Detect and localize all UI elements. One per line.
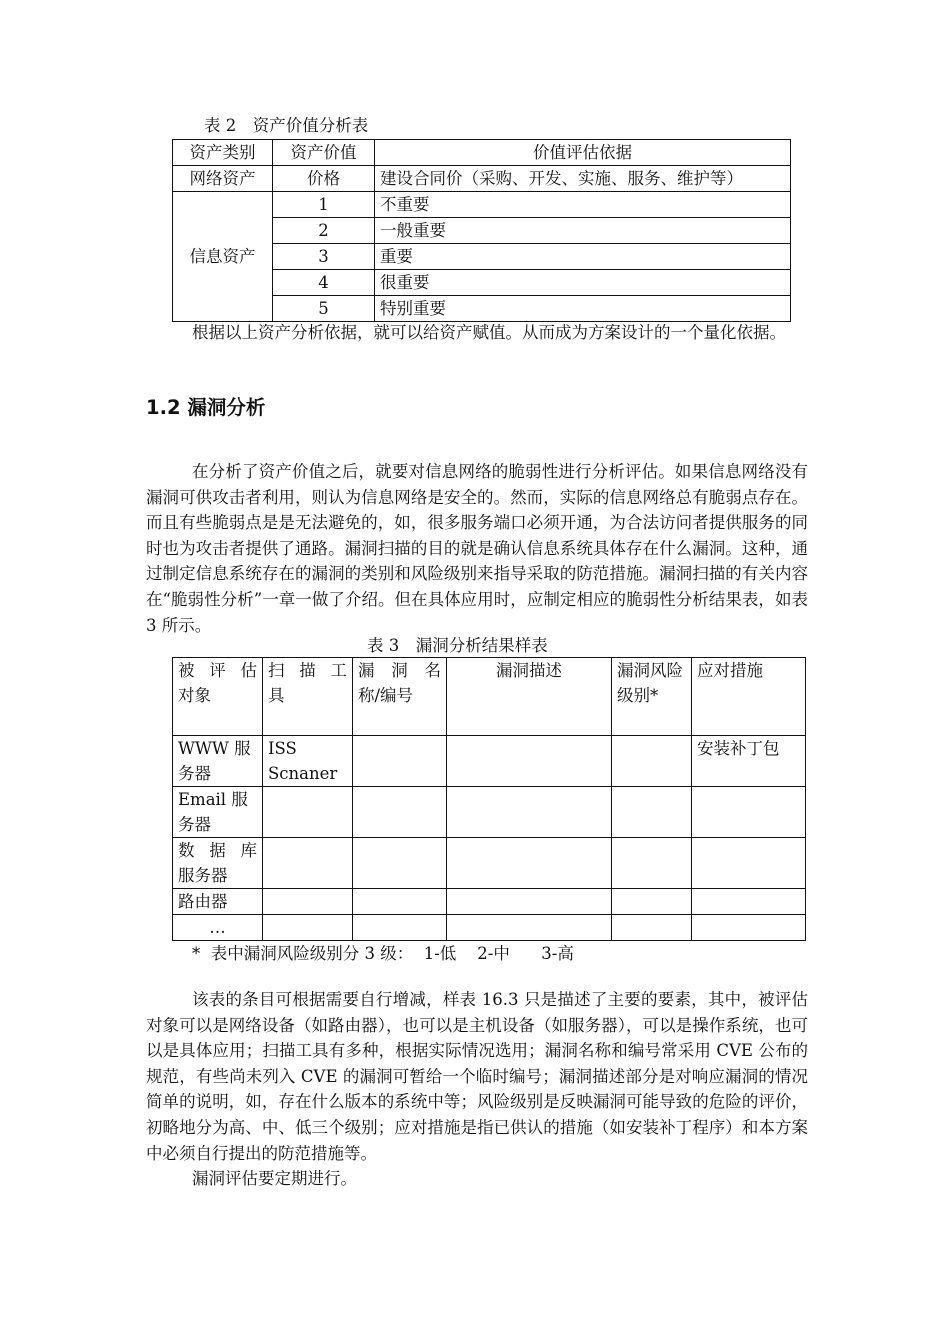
asset-value-table bbox=[172, 139, 791, 322]
network-asset-category: 网络资产 bbox=[173, 166, 273, 192]
cell-vuln-name bbox=[353, 736, 447, 787]
info-value: 1 bbox=[273, 192, 375, 218]
cell-vuln-name bbox=[353, 889, 447, 915]
info-basis: 一般重要 bbox=[375, 218, 791, 244]
cell-countermeasure bbox=[692, 838, 806, 889]
paragraph-vulnerability-intro: 在分析了资产价值之后，就要对信息网络的脆弱性进行分析评估。如果信息网络没有漏洞可供攻击者利用，则认为信息网络是安全的。然而，实际的信息网络总有脆弱点存在。而且有些脆弱点是是无法避免的，如，很多服务端口必须开通，为合法访问者提供服务的同时也为攻击者提供了通路。漏洞扫描的目的就是确认信息系统具体存在什么漏洞。这种，通过制定信息系统存在的漏洞的类别和风险级别来指导采取的防范措施。漏洞扫描的有关内容在“脆弱性分析”一章一做了介绍。但在具体应用时，应制定相应的脆弱性分析结果表，如表 3 所示。 bbox=[146, 462, 808, 635]
header-asset-value: 资产价值 bbox=[273, 140, 375, 166]
header-scan-tool: 扫 描 工 具 bbox=[263, 658, 353, 736]
header-vuln-name: 漏 洞 名 称/编号 bbox=[353, 658, 447, 736]
table-header-row bbox=[173, 140, 791, 166]
section-heading: 1.2 漏洞分析 bbox=[146, 396, 266, 419]
info-value: 4 bbox=[273, 270, 375, 296]
cell-scan-tool bbox=[263, 787, 353, 838]
info-value: 3 bbox=[273, 244, 375, 270]
cell-vuln-desc bbox=[447, 838, 612, 889]
table-row bbox=[173, 838, 806, 889]
cell-vuln-name bbox=[353, 787, 447, 838]
cell-vuln-desc bbox=[447, 736, 612, 787]
info-basis: 特别重要 bbox=[375, 296, 791, 322]
info-basis: 重要 bbox=[375, 244, 791, 270]
cell-countermeasure: 安装补丁包 bbox=[692, 736, 806, 787]
cell-vuln-desc bbox=[447, 787, 612, 838]
cell-vuln-name bbox=[353, 838, 447, 889]
table-row bbox=[173, 192, 791, 218]
paragraph-table-explanation: 该表的条目可根据需要自行增减，样表 16.3 只是描述了主要的要素，其中，被评估对象可以是网络设备（如路由器），也可以是主机设备（如服务器），可以是操作系统，也可以是具体应用；扫描工具有多种，根据实际情况选用；漏洞名称和编号常采用 CVE 公布的规范，有些尚未列入 CVE 的漏洞可暂给一个临时编号；漏洞描述部分是对响应漏洞的情况简单的说明，如，存在什么版本的系统中等；风险级别是反映漏洞可能导致的危险的评价，初略地分为高、中、低三个级别；应对措施是指已供认的措施（如安装补丁程序）和本方案中必须自行提出的防范措施等。 漏洞评估要定期进行。 bbox=[146, 987, 808, 1192]
cell-vuln-desc bbox=[447, 889, 612, 915]
header-asset-category: 资产类别 bbox=[173, 140, 273, 166]
cell-risk-level bbox=[612, 838, 692, 889]
cell-risk-level bbox=[612, 915, 692, 941]
cell-countermeasure bbox=[692, 915, 806, 941]
cell-countermeasure bbox=[692, 889, 806, 915]
cell-vuln-desc bbox=[447, 915, 612, 941]
info-value: 2 bbox=[273, 218, 375, 244]
cell-scan-tool bbox=[263, 889, 353, 915]
header-vuln-desc: 漏洞描述 bbox=[447, 658, 612, 736]
paragraph-periodic-assessment: 漏洞评估要定期进行。 bbox=[192, 1169, 357, 1189]
network-asset-basis: 建设合同价（采购、开发、实施、服务、维护等） bbox=[375, 166, 791, 192]
cell-scan-tool bbox=[263, 915, 353, 941]
table-row bbox=[173, 166, 791, 192]
cell-risk-level bbox=[612, 787, 692, 838]
info-basis: 不重要 bbox=[375, 192, 791, 218]
table-row bbox=[173, 787, 806, 838]
table3-caption: 表 3 漏洞分析结果样表 bbox=[367, 636, 548, 655]
network-asset-value: 价格 bbox=[273, 166, 375, 192]
cell-target: … bbox=[173, 915, 263, 941]
cell-target: Email 服务器 bbox=[173, 787, 263, 838]
header-target: 被 评 估 对象 bbox=[173, 658, 263, 736]
header-risk-level: 漏洞风险级别* bbox=[612, 658, 692, 736]
table-row bbox=[173, 915, 806, 941]
info-asset-category: 信息资产 bbox=[173, 192, 273, 322]
cell-scan-tool bbox=[263, 838, 353, 889]
info-value: 5 bbox=[273, 296, 375, 322]
cell-target: 数 据 库 服务器 bbox=[173, 838, 263, 889]
cell-target: WWW 服务器 bbox=[173, 736, 263, 787]
table-row bbox=[173, 889, 806, 915]
info-basis: 很重要 bbox=[375, 270, 791, 296]
cell-countermeasure bbox=[692, 787, 806, 838]
table-footnote: * 表中漏洞风险级别分 3 级： 1-低 2-中 3-高 bbox=[192, 944, 574, 963]
header-countermeasure: 应对措施 bbox=[692, 658, 806, 736]
cell-vuln-name bbox=[353, 915, 447, 941]
cell-risk-level bbox=[612, 889, 692, 915]
cell-target: 路由器 bbox=[173, 889, 263, 915]
table-row bbox=[173, 736, 806, 787]
header-valuation-basis: 价值评估依据 bbox=[375, 140, 791, 166]
paragraph-asset-summary: 根据以上资产分析依据，就可以给资产赋值。从而成为方案设计的一个量化依据。 bbox=[192, 323, 786, 342]
cell-scan-tool: ISS Scnaner bbox=[263, 736, 353, 787]
vulnerability-table bbox=[172, 657, 806, 941]
table-header-row bbox=[173, 658, 806, 736]
table2-caption: 表 2 资产价值分析表 bbox=[204, 116, 369, 135]
cell-risk-level bbox=[612, 736, 692, 787]
